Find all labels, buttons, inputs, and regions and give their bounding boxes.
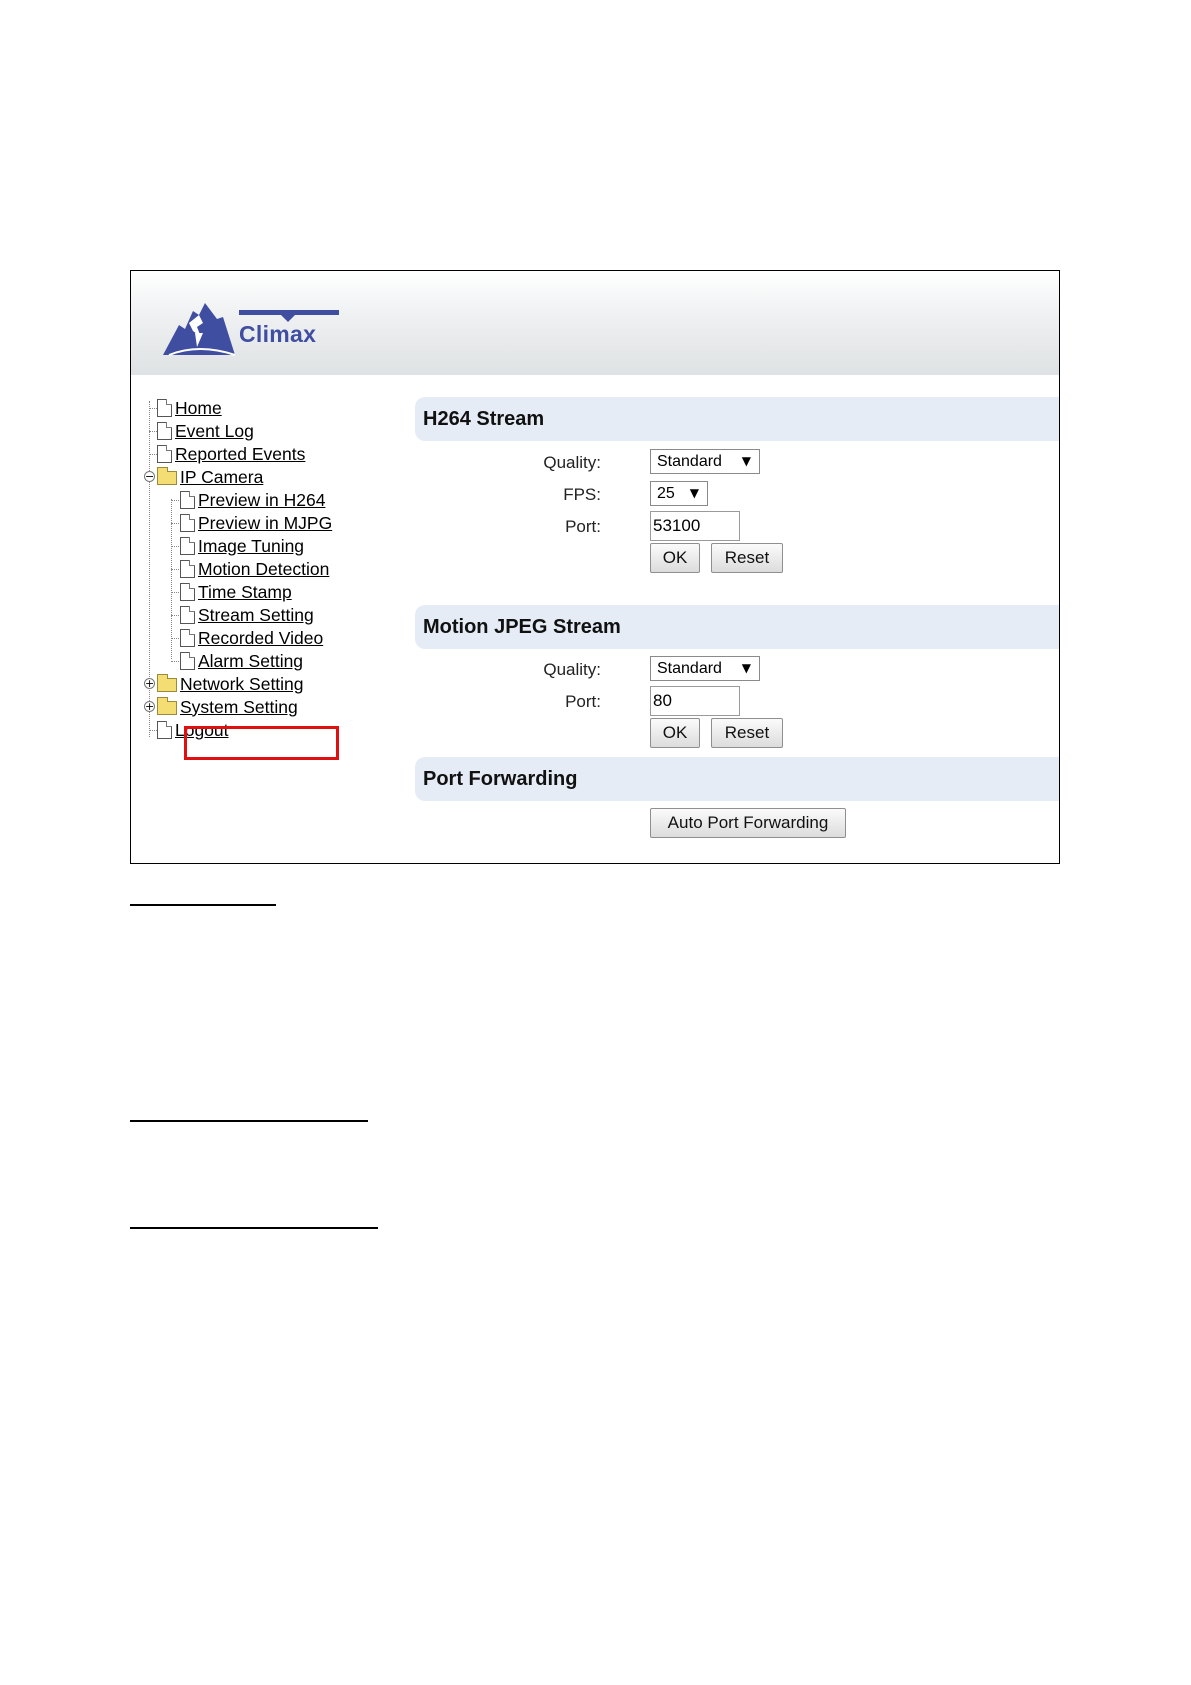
mjpeg-ok-button[interactable]: OK [650, 718, 700, 748]
sidebar-item-preview-h264[interactable] [180, 489, 325, 511]
dropdown-arrow-icon: ▼ [741, 661, 751, 675]
tree-line [171, 569, 179, 570]
h264-section-title: H264 Stream [415, 397, 1060, 441]
select-value: Standard [657, 453, 722, 470]
climax-logo [159, 293, 349, 363]
select-value: 25 [657, 485, 675, 502]
sidebar-item-system-setting[interactable] [157, 696, 298, 718]
page-icon [180, 583, 195, 601]
tree-line [171, 500, 179, 501]
folder-open-icon [157, 471, 177, 485]
h264-ok-button[interactable]: OK [650, 543, 700, 573]
tree-line [171, 592, 179, 593]
tree-line [171, 615, 179, 616]
sidebar-item-alarm-setting[interactable] [180, 650, 303, 672]
expand-icon[interactable]: + [145, 700, 155, 713]
mjpeg-port-label: Port: [565, 692, 601, 711]
page-icon [157, 721, 172, 739]
folder-icon [157, 701, 177, 715]
logo-mountain-icon [159, 293, 239, 363]
page-icon [180, 652, 195, 670]
sidebar-item-home[interactable] [157, 397, 222, 419]
port-forwarding-section-title: Port Forwarding [415, 757, 1060, 801]
h264-quality-label: Quality: [543, 453, 601, 472]
select-value: Standard [657, 660, 722, 677]
sidebar-item-event-log[interactable] [157, 420, 254, 442]
mjpeg-section-title: Motion JPEG Stream [415, 605, 1060, 649]
page-icon [157, 422, 172, 440]
sidebar-item-label[interactable]: Logout [175, 719, 229, 740]
sidebar-item-time-stamp[interactable] [180, 581, 292, 603]
sidebar-item-label[interactable]: Motion Detection [198, 558, 330, 579]
sidebar-item-label[interactable]: Time Stamp [198, 581, 292, 602]
page-icon [180, 560, 195, 578]
sidebar-item-reported-events[interactable] [157, 443, 305, 465]
sidebar-item-label[interactable]: System Setting [180, 696, 298, 717]
sidebar-item-stream-setting[interactable] [180, 604, 314, 626]
h264-fps-label: FPS: [563, 485, 601, 504]
h264-reset-button[interactable]: Reset [711, 543, 783, 573]
page-icon [157, 445, 172, 463]
mjpeg-quality-label: Quality: [543, 660, 601, 679]
heading-underline [130, 1120, 368, 1122]
sidebar-item-label[interactable]: Alarm Setting [198, 650, 304, 671]
sidebar-item-label[interactable]: Recorded Video [198, 627, 324, 648]
tree-line [149, 454, 157, 455]
folder-icon [157, 678, 177, 692]
sidebar-item-label[interactable]: Network Setting [180, 673, 304, 694]
sidebar-item-motion-detection[interactable] [180, 558, 329, 580]
sidebar-item-label[interactable]: Home [175, 397, 222, 418]
h264-port-label: Port: [565, 517, 601, 536]
dropdown-arrow-icon: ▼ [689, 486, 699, 500]
page-icon [180, 629, 195, 647]
tree-line [149, 431, 157, 432]
heading-underline [130, 1227, 378, 1229]
tree-line [171, 546, 179, 547]
sidebar-item-logout[interactable] [157, 719, 229, 741]
sidebar-item-label[interactable]: Reported Events [175, 443, 306, 464]
sidebar-item-label[interactable]: IP Camera [180, 466, 264, 487]
h264-fps-select[interactable] [650, 481, 708, 506]
sidebar-item-label[interactable]: Event Log [175, 420, 254, 441]
expand-icon[interactable]: + [145, 677, 155, 690]
page-icon [180, 537, 195, 555]
collapse-icon[interactable]: − [145, 470, 155, 483]
tree-line [171, 523, 179, 524]
tree-line [171, 661, 179, 662]
sidebar-item-ip-camera[interactable] [157, 466, 263, 488]
heading-underline [130, 904, 276, 906]
sidebar-item-preview-mjpg[interactable] [180, 512, 332, 534]
page-icon [180, 606, 195, 624]
page-icon [157, 399, 172, 417]
header-banner [131, 271, 1059, 375]
auto-port-forwarding-button[interactable]: Auto Port Forwarding [650, 808, 846, 838]
sidebar-item-label[interactable]: Image Tuning [198, 535, 305, 556]
sidebar-item-label[interactable]: Preview in H264 [198, 489, 326, 510]
tree-line [149, 730, 157, 731]
sidebar-item-network-setting[interactable] [157, 673, 304, 695]
sidebar-item-image-tuning[interactable] [180, 535, 304, 557]
page-icon [180, 514, 195, 532]
sidebar-item-recorded-video[interactable] [180, 627, 323, 649]
tree-line [149, 408, 157, 409]
mjpeg-reset-button[interactable]: Reset [711, 718, 783, 748]
screenshot-frame [130, 270, 1060, 864]
h264-quality-select[interactable] [650, 449, 760, 474]
mjpeg-quality-select[interactable] [650, 656, 760, 681]
sidebar-item-label[interactable]: Preview in MJPG [198, 512, 333, 533]
mjpeg-port-input[interactable]: 80 [650, 686, 740, 716]
sidebar-item-label[interactable]: Stream Setting [198, 604, 314, 625]
h264-port-input[interactable]: 53100 [650, 511, 740, 541]
page-icon [180, 491, 195, 509]
logo-text: Climax [239, 321, 317, 347]
dropdown-arrow-icon: ▼ [741, 454, 751, 468]
tree-line [171, 638, 179, 639]
